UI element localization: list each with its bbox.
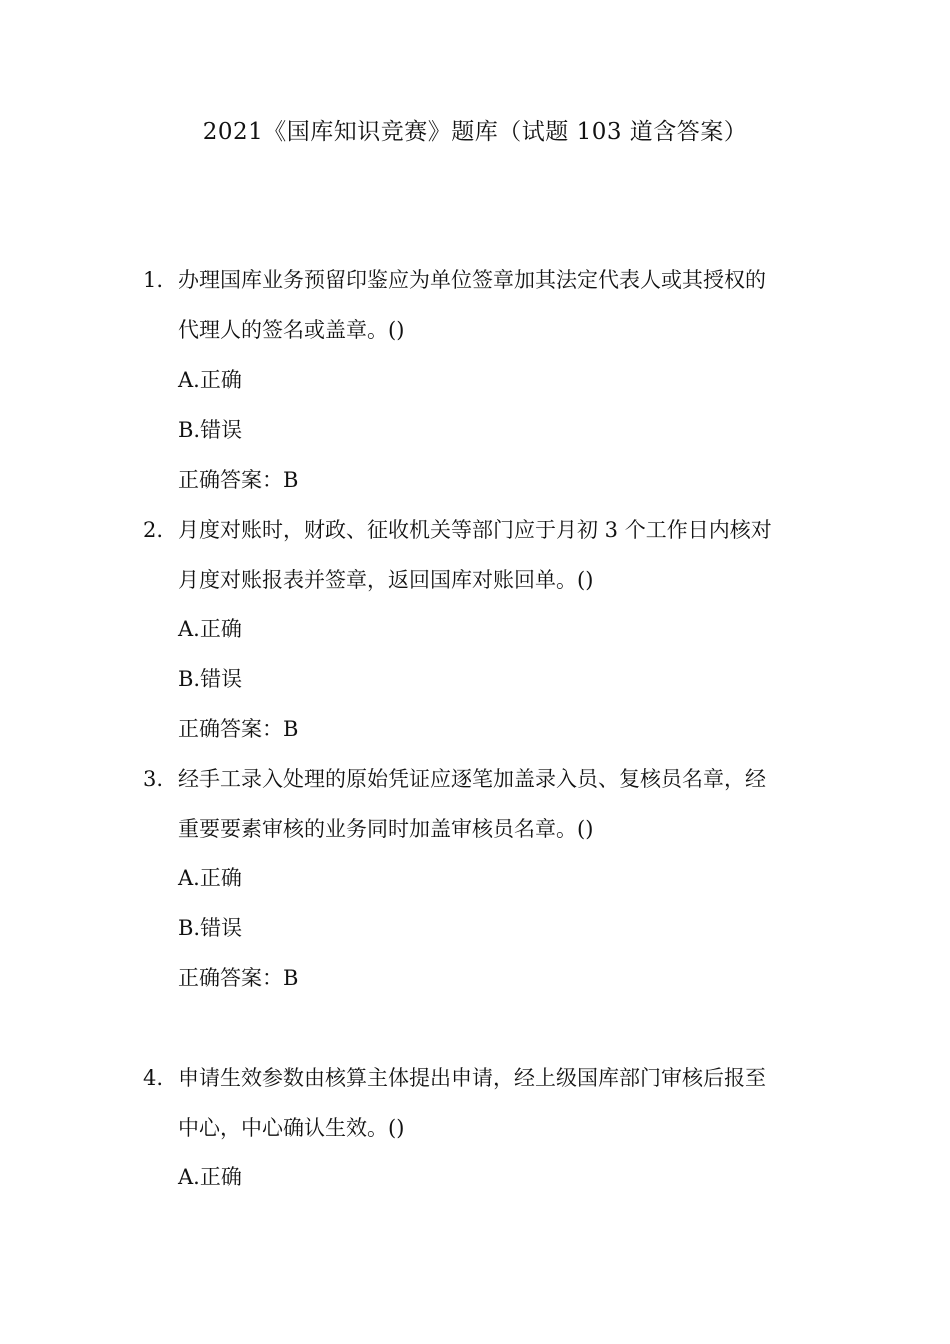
question-text-line-1: 月度对账时，财政、征收机关等部门应于月初 3 个工作日内核对 <box>178 518 772 542</box>
question-text-line-2: 代理人的签名或盖章。() <box>178 318 405 342</box>
question-number: 1. <box>143 268 164 292</box>
option-a: A.正确 <box>178 368 242 392</box>
option-b: B.错误 <box>178 418 243 442</box>
question-text-line-1: 经手工录入处理的原始凭证应逐笔加盖录入员、复核员名章，经 <box>178 767 766 791</box>
question-number: 4. <box>143 1066 164 1090</box>
question-text-line-1: 申请生效参数由核算主体提出申请，经上级国库部门审核后报至 <box>178 1066 766 1090</box>
question-text-line-2: 重要要素审核的业务同时加盖审核员名章。() <box>178 817 594 841</box>
correct-answer: 正确答案：B <box>178 468 299 492</box>
option-b: B.错误 <box>178 916 243 940</box>
correct-answer: 正确答案：B <box>178 966 299 990</box>
option-a: A.正确 <box>178 866 242 890</box>
question-text-line-2: 月度对账报表并签章，返回国库对账回单。() <box>178 568 594 592</box>
correct-answer: 正确答案：B <box>178 717 299 741</box>
option-a: A.正确 <box>178 1165 242 1189</box>
question-number: 3. <box>143 767 164 791</box>
question-text-line-1: 办理国库业务预留印鉴应为单位签章加其法定代表人或其授权的 <box>178 268 766 292</box>
document-title: 2021《国库知识竞赛》题库（试题 103 道含答案） <box>202 119 748 145</box>
option-a: A.正确 <box>178 617 242 641</box>
option-b: B.错误 <box>178 667 243 691</box>
question-number: 2. <box>143 518 164 542</box>
question-text-line-2: 中心，中心确认生效。() <box>178 1116 405 1140</box>
